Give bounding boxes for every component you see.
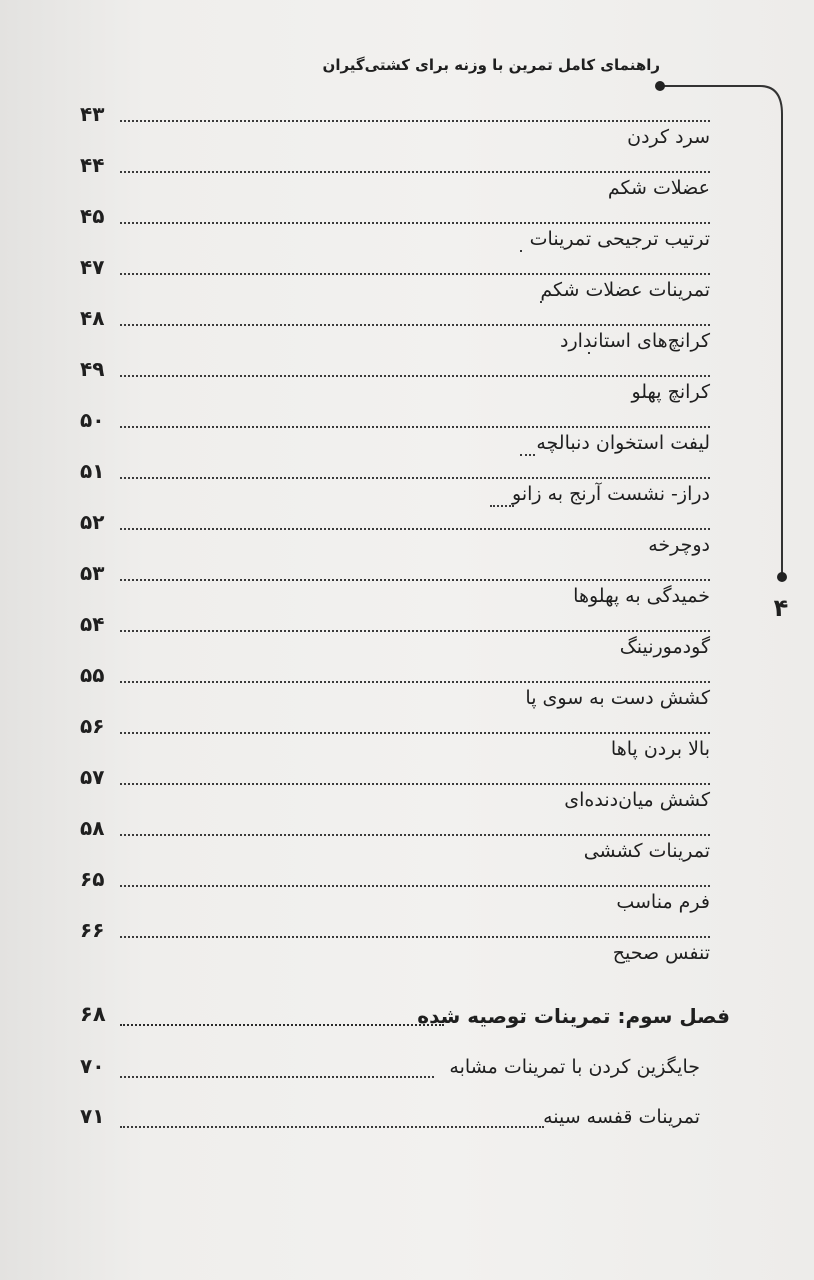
toc-page: ۷۰	[80, 1054, 105, 1078]
leader-dots	[520, 238, 522, 252]
toc-entry[interactable]	[80, 712, 710, 763]
toc-page: ۵۲	[80, 510, 105, 534]
toc-page: ۵۷	[80, 765, 105, 789]
toc-entry[interactable]	[80, 202, 710, 253]
chapter-heading-entry[interactable]	[80, 998, 730, 1048]
toc-title: کشش دست به سوی پا	[525, 687, 710, 709]
toc-entry[interactable]	[80, 304, 710, 355]
leader-dots	[120, 516, 710, 530]
toc-title: دراز- نشست آرنج به زانو	[512, 483, 710, 505]
toc-title: بالا بردن پاها	[610, 738, 710, 760]
toc-entry[interactable]	[80, 865, 710, 916]
leader-dots	[120, 312, 710, 326]
toc-entry[interactable]	[80, 1098, 730, 1148]
toc-page: ۶۵	[80, 867, 105, 891]
toc-entry[interactable]	[80, 151, 710, 202]
toc-title: ترتیب ترجیحی تمرینات	[529, 228, 710, 250]
toc-entry[interactable]	[80, 916, 710, 967]
leader-dots	[540, 289, 542, 303]
toc-entry[interactable]	[80, 763, 710, 814]
toc-entry[interactable]	[80, 406, 710, 457]
leader-dots	[120, 108, 710, 122]
leader-dots	[120, 873, 710, 887]
leader-dots	[120, 363, 710, 377]
toc-title: کرانچ پهلو	[631, 381, 710, 403]
leader-dots	[120, 669, 710, 683]
toc-title: سرد کردن	[627, 126, 710, 148]
leader-dots	[120, 618, 710, 632]
toc-page: ۵۰	[80, 408, 105, 432]
toc-page: ۵۶	[80, 714, 105, 738]
toc-entry[interactable]	[80, 610, 710, 661]
toc-page: ۵۱	[80, 459, 105, 483]
toc-title: تمرینات کششی	[583, 840, 710, 862]
leader-dots	[120, 1064, 434, 1078]
toc-page: ۴۴	[80, 153, 105, 177]
toc-entry[interactable]	[80, 100, 710, 151]
toc-title: کشش میان‌دنده‌ای	[564, 789, 710, 811]
leader-dots	[588, 340, 590, 354]
leader-dots	[120, 159, 710, 173]
toc-page: ۴۸	[80, 306, 105, 330]
leader-dots	[120, 414, 710, 428]
toc-entry[interactable]	[80, 355, 710, 406]
leader-dots	[120, 567, 710, 581]
chapter-title: فصل سوم: تمرینات توصیه شده	[417, 1004, 730, 1028]
page-number: ۴	[773, 594, 789, 622]
leader-dots	[490, 493, 514, 507]
toc-title: گودمورنینگ	[619, 636, 710, 658]
toc-title: عضلات شکم	[607, 177, 710, 199]
toc-entry[interactable]	[80, 661, 710, 712]
toc-title: خمیدگی به پهلوها	[573, 585, 710, 607]
toc-page: ۵۸	[80, 816, 105, 840]
toc-entry[interactable]	[80, 253, 710, 304]
leader-dots	[120, 924, 710, 938]
toc-page: ۶۶	[80, 918, 105, 942]
toc-entry[interactable]	[80, 814, 710, 865]
toc-page: ۷۱	[80, 1104, 105, 1128]
toc-page: ۵۳	[80, 561, 105, 585]
chapter-page: ۶۸	[80, 1002, 106, 1026]
toc-page: ۵۴	[80, 612, 105, 636]
toc-title: کرانچ‌های استاندارد	[560, 330, 710, 352]
toc-entry[interactable]	[80, 1048, 730, 1098]
toc-title: تنفس صحیح	[612, 942, 710, 964]
leader-dots	[120, 261, 710, 275]
table-of-contents	[80, 100, 710, 967]
leader-dots	[120, 822, 710, 836]
chapter-section	[80, 998, 730, 1148]
leader-dots	[120, 210, 710, 224]
running-header: راهنمای کامل تمرین با وزنه برای کشتی‌گیران	[322, 56, 660, 74]
toc-title: فرم مناسب	[616, 891, 710, 913]
toc-page: ۴۳	[80, 102, 105, 126]
toc-entry[interactable]	[80, 457, 710, 508]
toc-page: ۴۵	[80, 204, 105, 228]
leader-dots	[120, 1012, 444, 1026]
toc-title: لیفت استخوان دنبالچه	[536, 432, 710, 454]
toc-entry[interactable]	[80, 508, 710, 559]
leader-dots	[120, 1114, 544, 1128]
toc-title: دوچرخه	[648, 534, 710, 556]
toc-title: جایگزین کردن با تمرینات مشابه	[449, 1056, 700, 1078]
leader-dots	[120, 771, 710, 785]
leader-dots	[120, 720, 710, 734]
toc-page: ۴۷	[80, 255, 105, 279]
toc-title: تمرینات قفسه سینه	[543, 1106, 700, 1128]
leader-dots	[520, 442, 535, 456]
toc-title: تمرینات عضلات شکم	[540, 279, 710, 301]
toc-page: ۵۵	[80, 663, 105, 687]
toc-page: ۴۹	[80, 357, 105, 381]
leader-dots	[120, 465, 710, 479]
toc-entry[interactable]	[80, 559, 710, 610]
